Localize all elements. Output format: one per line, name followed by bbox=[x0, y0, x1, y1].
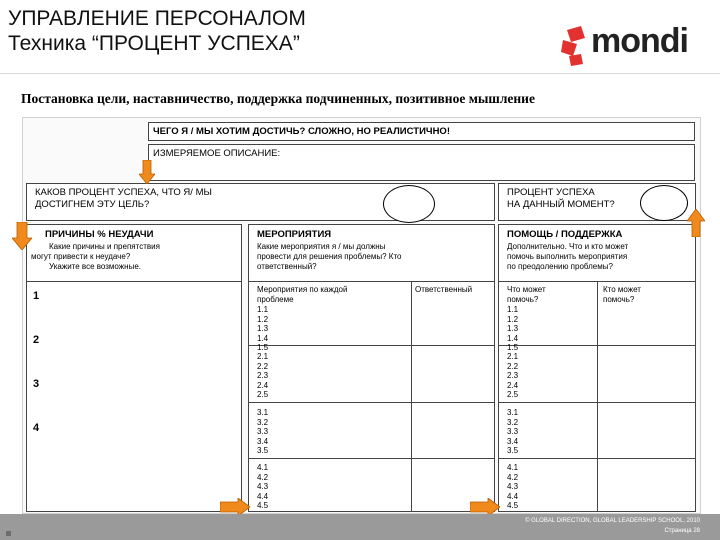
help-item-group: 1.1 1.2 1.3 1.4 1.5 bbox=[507, 305, 519, 352]
title-line-2: Техника “ПРОЦЕНТ УСПЕХА” bbox=[8, 32, 300, 55]
reason-number: 2 bbox=[33, 334, 40, 346]
measurable-label: ИЗМЕРЯЕМОЕ ОПИСАНИЕ: bbox=[153, 148, 281, 159]
arrow-up-icon bbox=[687, 209, 705, 237]
failure-desc-line-3: Укажите все возможные. bbox=[49, 262, 141, 271]
activity-item-group: 4.1 4.2 4.3 4.4 4.5 bbox=[257, 463, 269, 510]
arrow-down-icon bbox=[12, 222, 32, 250]
goal-box bbox=[148, 122, 695, 141]
activity-item-group: 3.1 3.2 3.3 3.4 3.5 bbox=[257, 408, 269, 455]
current-question-line-1: ПРОЦЕНТ УСПЕХА bbox=[507, 187, 595, 198]
success-question-line-2: ДОСТИГНЕМ ЭТУ ЦЕЛЬ? bbox=[35, 199, 150, 210]
activities-heading: МЕРОПРИЯТИЯ bbox=[257, 229, 332, 240]
page-title bbox=[8, 6, 306, 56]
header-divider bbox=[0, 73, 720, 74]
col2-split bbox=[411, 281, 412, 511]
footer-square bbox=[6, 531, 11, 536]
activities-desc-line-3: ответственный? bbox=[257, 262, 317, 271]
reason-number: 3 bbox=[33, 378, 40, 390]
help-item-group: 3.1 3.2 3.3 3.4 3.5 bbox=[507, 408, 519, 455]
who-helps-subheader: Кто может помочь? bbox=[603, 285, 641, 304]
footer-bar bbox=[0, 514, 720, 540]
col2-row-divider bbox=[249, 402, 494, 403]
reason-number: 4 bbox=[33, 422, 40, 434]
col3-row-divider bbox=[499, 345, 695, 346]
current-question-line-2: НА ДАННЫЙ МОМЕНТ? bbox=[507, 199, 615, 210]
col3-split bbox=[597, 281, 598, 511]
success-percent-worksheet bbox=[22, 117, 701, 514]
activities-subheader: Мероприятия по каждой проблеме bbox=[257, 285, 348, 304]
success-question-line-1: КАКОВ ПРОЦЕНТ УСПЕХА, ЧТО Я/ МЫ bbox=[35, 187, 212, 198]
responsible-subheader: Ответственный bbox=[415, 285, 473, 294]
logo-wordmark: mondi bbox=[591, 22, 688, 60]
success-percent-oval bbox=[383, 185, 435, 223]
failure-desc-line-1: Какие причины и препятствия bbox=[49, 242, 160, 251]
arrow-down-icon bbox=[139, 160, 155, 184]
mondi-logo-mark-icon bbox=[561, 26, 587, 66]
reason-number: 1 bbox=[33, 290, 40, 302]
failure-desc-line-2: могут привести к неудаче? bbox=[31, 252, 131, 261]
help-support-heading: ПОМОЩЬ / ПОДДЕРЖКА bbox=[507, 229, 623, 240]
failure-reasons-column bbox=[26, 224, 242, 512]
activities-desc-line-2: провести для решения проблемы? Кто bbox=[257, 252, 402, 261]
what-helps-subheader: Что может помочь? bbox=[507, 285, 546, 304]
help-desc-line-2: помочь выполнить мероприятия bbox=[507, 252, 628, 261]
measurable-description-box bbox=[148, 144, 695, 181]
col2-header-divider bbox=[249, 281, 494, 282]
col3-row-divider bbox=[499, 402, 695, 403]
goal-label-emphasis: СЛОЖНО, НО РЕАЛИСТИЧНО! bbox=[307, 126, 450, 137]
current-percent-oval bbox=[640, 185, 688, 221]
col3-row-divider bbox=[499, 458, 695, 459]
title-line-1: УПРАВЛЕНИЕ ПЕРСОНАЛОМ bbox=[8, 7, 306, 30]
help-item-group: 4.1 4.2 4.3 4.4 4.5 bbox=[507, 463, 519, 510]
activity-item-group: 1.1 1.2 1.3 1.4 1.5 bbox=[257, 305, 269, 352]
col2-row-divider bbox=[249, 345, 494, 346]
failure-reasons-heading: ПРИЧИНЫ % НЕУДАЧИ bbox=[45, 229, 154, 240]
footer-page-number: Страница 28 bbox=[664, 528, 700, 534]
activities-desc-line-1: Какие мероприятия я / мы должны bbox=[257, 242, 386, 251]
col2-row-divider bbox=[249, 458, 494, 459]
goal-label: ЧЕГО Я / МЫ ХОТИМ ДОСТИЧЬ? СЛОЖНО, НО РЕАЛИСТИЧНО! bbox=[153, 126, 450, 137]
help-desc-line-3: по преодолению проблемы? bbox=[507, 262, 613, 271]
help-item-group: 2.1 2.2 2.3 2.4 2.5 bbox=[507, 352, 519, 399]
help-support-column bbox=[498, 224, 696, 512]
slide-subtitle: Постановка цели, наставничество, поддержка подчиненных, позитивное мышление bbox=[21, 91, 535, 106]
help-desc-line-1: Дополнительно. Что и кто может bbox=[507, 242, 629, 251]
activity-item-group: 2.1 2.2 2.3 2.4 2.5 bbox=[257, 352, 269, 399]
activities-column bbox=[248, 224, 495, 512]
mondi-logo bbox=[561, 22, 711, 66]
col1-header-divider bbox=[27, 281, 241, 282]
footer-copyright: © GLOBAL DIRECTION, GLOBAL LEADERSHIP SCHOOL, 2010 bbox=[525, 518, 700, 524]
